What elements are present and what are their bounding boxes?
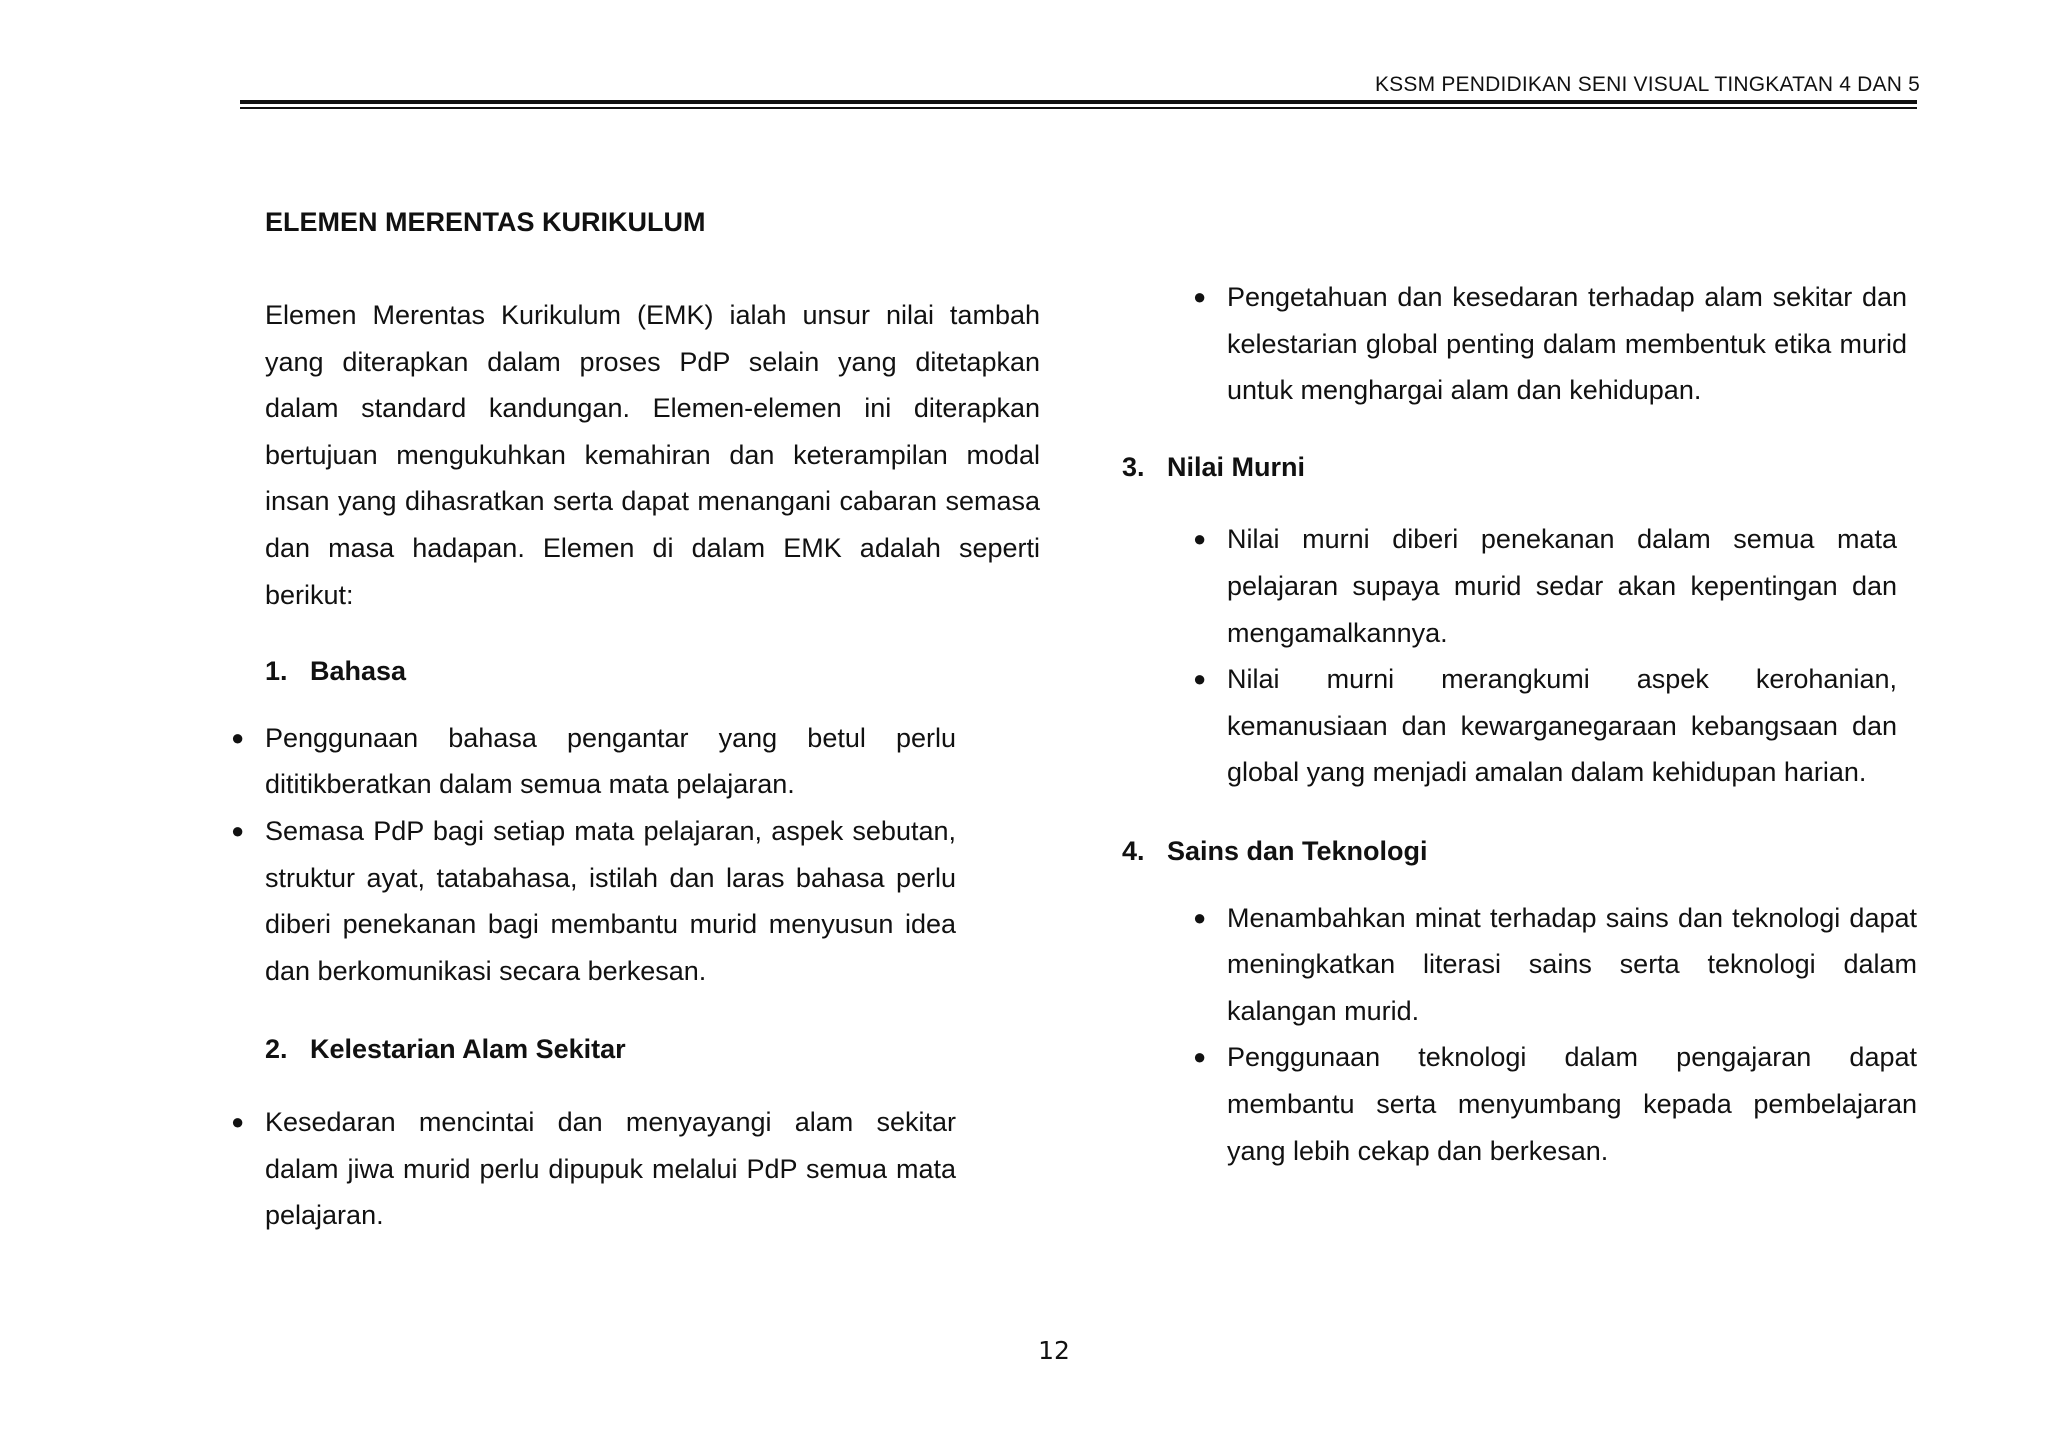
bullet-list-continued: [1193, 274, 1907, 414]
bullet-list-sains-teknologi: [1193, 895, 1917, 1175]
bullet-icon: ●: [1193, 284, 1207, 309]
list-item-text: Pengetahuan dan kesedaran terhadap alam sekitar dan kelestarian global penting dalam membentuk etika murid untuk menghargai alam dan kehidupan.: [1227, 282, 1907, 406]
bullet-icon: ●: [1193, 1044, 1207, 1070]
bullet-list-bahasa: [231, 715, 956, 995]
bullet-icon: ●: [1193, 526, 1207, 552]
list-item: [1193, 656, 1897, 796]
bullet-icon: ●: [1193, 666, 1207, 692]
bullet-icon: ●: [1193, 904, 1207, 930]
section-heading-bahasa: [265, 648, 1040, 695]
section-title: Sains dan Teknologi: [1167, 835, 1428, 866]
list-item: [231, 808, 956, 994]
list-item: [1193, 1034, 1917, 1174]
list-item: [231, 1099, 956, 1239]
header-rule-thick: [240, 100, 1917, 104]
list-item-text: Menambahkan minat terhadap sains dan teknologi dapat meningkatkan literasi sains serta teknologi dalam kalangan murid.: [1227, 902, 1917, 1026]
list-item-text: Semasa PdP bagi setiap mata pelajaran, aspek sebutan, struktur ayat, tatabahasa, istilah dan laras bahasa perlu diberi penekanan bagi membantu murid menyusun idea dan berkomunikasi secara berkesan.: [265, 815, 956, 986]
section-number: 4.: [1122, 835, 1145, 866]
list-item-text: Penggunaan bahasa pengantar yang betul perlu dititikberatkan dalam semua mata pelajaran.: [265, 722, 956, 800]
header-rule-thin: [240, 107, 1917, 109]
section-number: 1.: [265, 656, 288, 687]
page-title: ELEMEN MERENTAS KURIKULUM: [265, 207, 706, 237]
section-number: 3.: [1122, 451, 1145, 482]
section-title: Nilai Murni: [1167, 451, 1306, 482]
intro-paragraph: Elemen Merentas Kurikulum (EMK) ialah unsur nilai tambah yang diterapkan dalam proses PdP selain yang ditetapkan dalam standard kandungan. Elemen-elemen ini diterapkan bertujuan mengukuhkan kemahiran dan keterampilan modal insan yang dihasratkan serta dapat menangani cabaran semasa dan masa hadapan. Elemen di dalam EMK adalah seperti berikut:: [265, 300, 1040, 610]
list-item-text: Penggunaan teknologi dalam pengajaran dapat membantu serta menyumbang kepada pembelajaran yang lebih cekap dan berkesan.: [1227, 1042, 1917, 1166]
list-item: [231, 715, 956, 808]
page-number: 12: [1038, 1336, 1070, 1365]
left-column: [231, 192, 1040, 1239]
section-number: 2.: [265, 1034, 288, 1065]
list-item-text: Kesedaran mencintai dan menyayangi alam sekitar dalam jiwa murid perlu dipupuk melalui PdP semua mata pelajaran.: [265, 1106, 956, 1231]
section-title: Kelestarian Alam Sekitar: [310, 1034, 626, 1065]
page-header-title: KSSM PENDIDIKAN SENI VISUAL TINGKATAN 4 DAN 5: [1374, 73, 1920, 96]
section-heading-nilai-murni: [1122, 444, 1922, 491]
bullet-icon: ●: [231, 724, 245, 750]
right-column: [1122, 274, 1922, 1174]
list-item-text: Nilai murni diberi penekanan dalam semua mata pelajaran supaya murid sedar akan kepentingan dan mengamalkannya.: [1227, 524, 1897, 648]
section-heading-kelestarian: [265, 1026, 1040, 1073]
list-item: [1193, 274, 1907, 414]
section-heading-sains-teknologi: [1122, 828, 1922, 875]
bullet-list-kelestarian: [231, 1099, 956, 1239]
bullet-list-nilai-murni: [1193, 516, 1897, 796]
section-title: Bahasa: [310, 656, 407, 687]
list-item-text: Nilai murni merangkumi aspek kerohanian, kemanusiaan dan kewarganegaraan kebangsaan dan global yang menjadi amalan dalam kehidupan harian.: [1227, 664, 1897, 788]
bullet-icon: ●: [231, 817, 245, 843]
bullet-icon: ●: [231, 1108, 245, 1134]
list-item: [1193, 895, 1917, 1035]
list-item: [1193, 516, 1897, 656]
